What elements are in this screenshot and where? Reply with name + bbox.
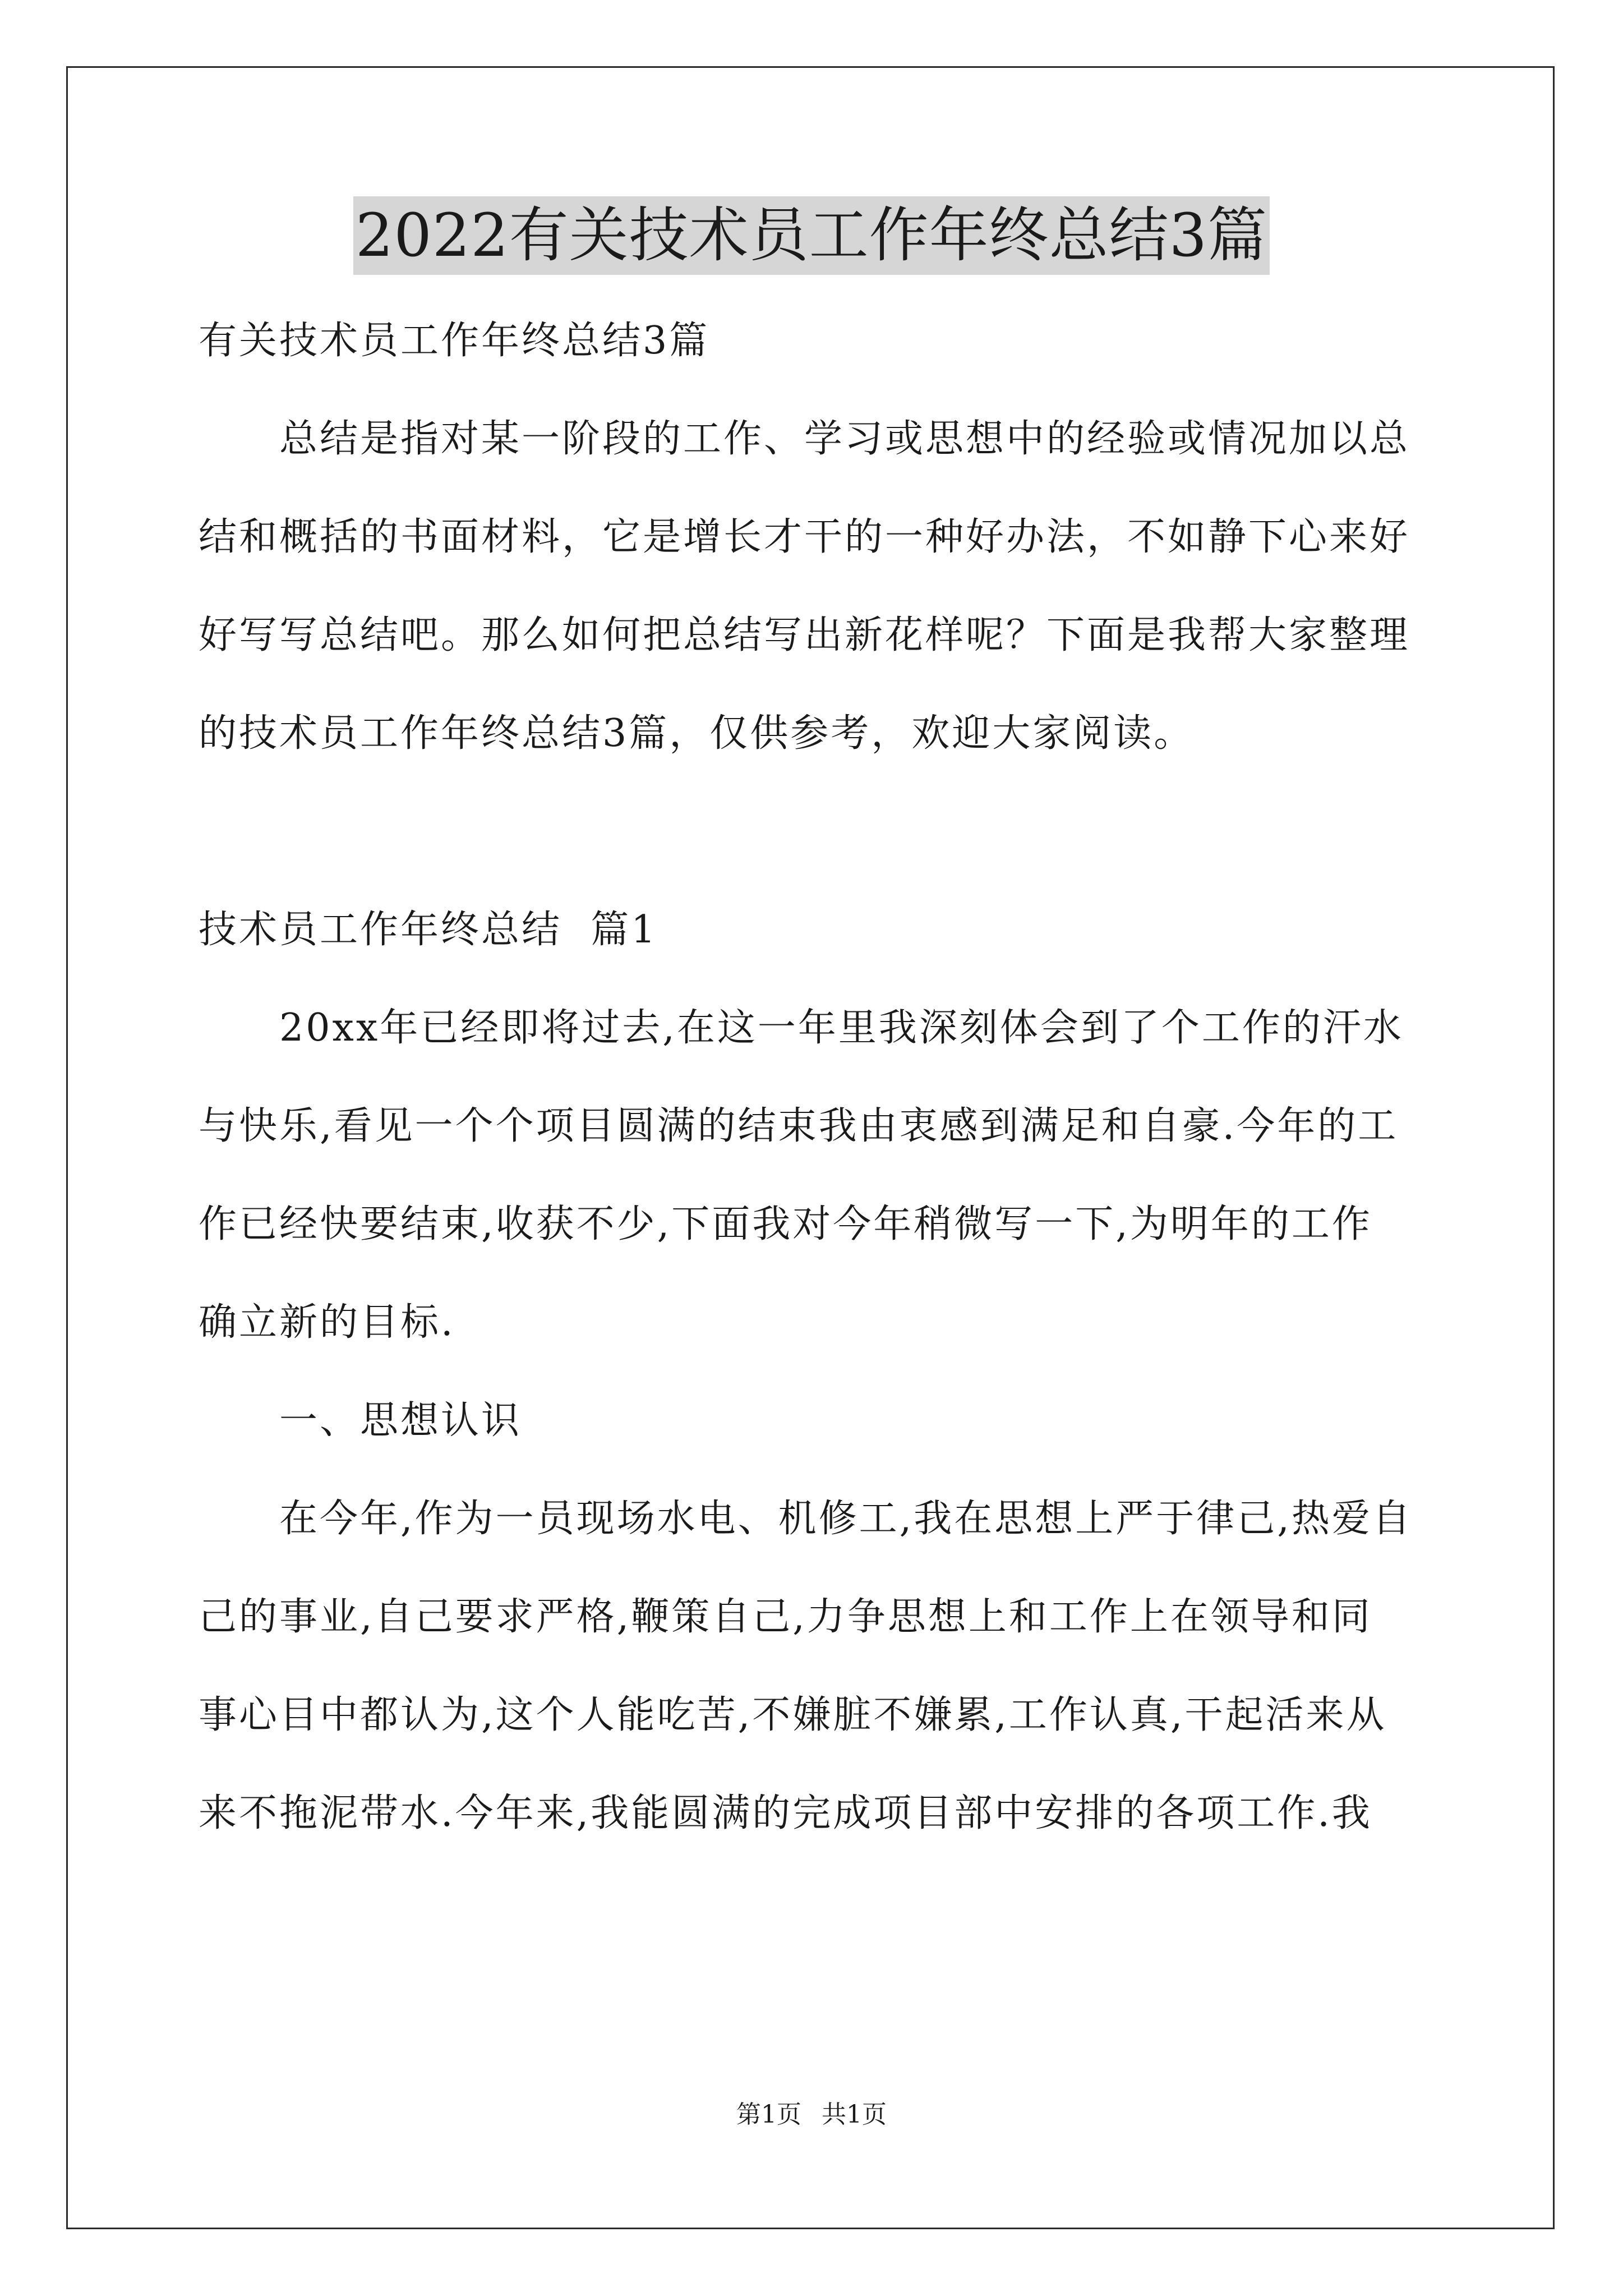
paragraph-line: 确立新的目标. (199, 1300, 455, 1345)
page-number: 第1页 (736, 2100, 801, 2129)
paragraph-1 (199, 979, 1432, 1372)
document-body (199, 292, 1432, 1862)
document-title: 2022有关技术员工作年终总结3篇 (353, 196, 1270, 275)
subtitle: 有关技术员工作年终总结3篇 (199, 319, 710, 363)
intro-line: 总结是指对某一阶段的工作、学习或思想中的经验或情况加以总 (279, 417, 1410, 461)
paragraph-line: 己的事业,自己要求严格,鞭策自己,力争思想上和工作上在领导和同 (199, 1595, 1372, 1639)
paragraph-line: 在今年,作为一员现场水电、机修工,我在思想上严于律己,热爱自 (279, 1497, 1413, 1541)
paragraph-line: 事心目中都认为,这个人能吃苦,不嫌脏不嫌累,工作认真,干起活来从 (199, 1693, 1387, 1737)
intro-line: 的技术员工作年终总结3篇，仅供参考，欢迎大家阅读。 (199, 711, 1195, 756)
intro-line: 好写写总结吧。那么如何把总结写出新花样呢？下面是我帮大家整理 (199, 613, 1410, 657)
section-heading: 技术员工作年终总结 篇1 (199, 908, 658, 952)
spacer (199, 783, 1432, 881)
page-footer (0, 2098, 1623, 2132)
title-wrap (0, 196, 1623, 275)
paragraph-2 (199, 1470, 1432, 1862)
paragraph-line: 与快乐,看见一个个项目圆满的结束我由衷感到满足和自豪.今年的工 (199, 1104, 1399, 1148)
paragraph-line: 来不拖泥带水.今年来,我能圆满的完成项目部中安排的各项工作.我 (199, 1791, 1372, 1835)
paragraph-line: 20xx年已经即将过去,在这一年里我深刻体会到了个工作的汗水 (279, 1006, 1404, 1050)
paragraph-line: 作已经快要结束,收获不少,下面我对今年稍微写一下,为明年的工作 (199, 1202, 1372, 1246)
sub-heading: 一、思想认识 (279, 1398, 522, 1443)
intro-line: 结和概括的书面材料，它是增长才干的一种好办法，不如静下心来好 (199, 515, 1410, 559)
intro-paragraph (199, 390, 1432, 783)
page-total: 共1页 (822, 2100, 887, 2129)
